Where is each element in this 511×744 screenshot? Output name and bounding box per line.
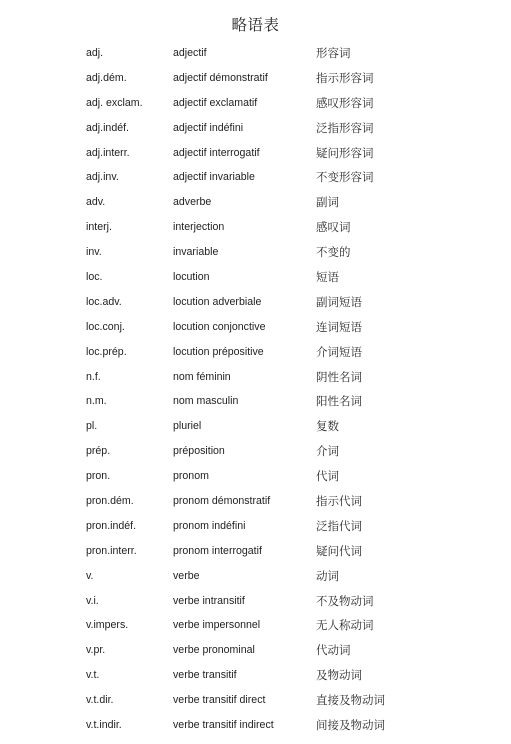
french-term-cell: locution adverbiale — [173, 295, 262, 308]
chinese-term-cell: 无人称动词 — [316, 618, 374, 633]
french-term-cell: verbe intransitif — [173, 594, 245, 607]
abbreviation-cell: pron. — [86, 470, 111, 483]
abbreviation-cell: v.t.dir. — [86, 694, 114, 707]
list-item — [0, 365, 511, 390]
abbreviation-cell: loc.prép. — [86, 345, 127, 358]
list-item — [0, 240, 511, 265]
chinese-term-cell: 阴性名词 — [316, 369, 362, 384]
french-term-cell: adjectif exclamatif — [173, 96, 258, 109]
list-item — [0, 464, 511, 489]
french-term-cell: locution prépositive — [173, 345, 264, 358]
list-item — [0, 713, 511, 738]
french-term-cell: verbe impersonnel — [173, 619, 261, 632]
abbreviation-cell: pron.interr. — [86, 544, 137, 557]
list-item — [0, 564, 511, 589]
list-item — [0, 290, 511, 315]
chinese-term-cell: 及物动词 — [316, 668, 362, 683]
french-term-cell: pluriel — [173, 420, 202, 433]
french-term-cell: verbe — [173, 569, 200, 582]
abbreviation-cell: v. — [86, 569, 94, 582]
abbreviation-cell: adj.indéf. — [86, 121, 129, 134]
french-term-cell: verbe transitif indirect — [173, 719, 274, 732]
list-item — [0, 66, 511, 91]
list-item — [0, 514, 511, 539]
list-item — [0, 688, 511, 713]
french-term-cell: préposition — [173, 445, 225, 458]
french-term-cell: invariable — [173, 246, 219, 259]
abbreviation-cell: prép. — [86, 445, 111, 458]
list-item — [0, 141, 511, 166]
chinese-term-cell: 副词短语 — [316, 294, 362, 309]
chinese-term-cell: 形容词 — [316, 46, 351, 60]
list-item — [0, 116, 511, 141]
chinese-term-cell: 直接及物动词 — [316, 693, 385, 708]
abbreviation-cell: pl. — [86, 420, 98, 433]
chinese-term-cell: 不变形容词 — [316, 170, 374, 185]
abbreviation-cell: loc. — [86, 271, 103, 284]
abbreviation-cell: adv. — [86, 196, 106, 209]
chinese-term-cell: 间接及物动词 — [316, 718, 385, 733]
chinese-term-cell: 感叹词 — [316, 220, 351, 235]
abbreviation-cell: n.f. — [86, 370, 101, 383]
french-term-cell: adjectif indéfini — [173, 121, 244, 134]
french-term-cell: adjectif interrogatif — [173, 146, 260, 159]
list-item — [0, 215, 511, 240]
abbreviation-cell: adj.interr. — [86, 146, 130, 159]
french-term-cell: adjectif — [173, 47, 207, 59]
abbreviation-cell: adj. — [86, 47, 104, 59]
chinese-term-cell: 连词短语 — [316, 319, 362, 334]
french-term-cell: verbe transitif — [173, 669, 237, 682]
chinese-term-cell: 指示形容词 — [316, 70, 374, 85]
abbreviation-cell: v.t.indir. — [86, 719, 122, 732]
page-title: 略语表 — [231, 16, 280, 34]
chinese-term-cell: 短语 — [316, 270, 339, 285]
french-term-cell: nom masculin — [173, 395, 239, 408]
chinese-term-cell: 不变的 — [316, 245, 351, 260]
abbreviation-cell: adj. exclam. — [86, 96, 143, 109]
french-term-cell: pronom interrogatif — [173, 544, 262, 557]
french-term-cell: pronom indéfini — [173, 519, 246, 532]
french-term-cell: verbe pronominal — [173, 644, 255, 657]
french-term-cell: adjectif invariable — [173, 171, 255, 184]
chinese-term-cell: 泛指形容词 — [316, 120, 374, 135]
chinese-term-cell: 疑问代词 — [316, 543, 362, 558]
abbreviation-cell: loc.adv. — [86, 295, 122, 308]
chinese-term-cell: 动词 — [316, 568, 339, 583]
abbreviation-list — [0, 41, 511, 738]
chinese-term-cell: 指示代词 — [316, 494, 362, 509]
french-term-cell: locution conjonctive — [173, 320, 266, 333]
abbreviation-cell: adj.dém. — [86, 71, 127, 84]
list-item — [0, 41, 511, 66]
abbreviation-cell: v.impers. — [86, 619, 129, 632]
chinese-term-cell: 感叹形容词 — [316, 95, 374, 110]
chinese-term-cell: 复数 — [316, 419, 339, 434]
french-term-cell: nom féminin — [173, 370, 231, 383]
list-item — [0, 315, 511, 340]
chinese-term-cell: 疑问形容词 — [316, 145, 374, 160]
chinese-term-cell: 代词 — [316, 469, 339, 484]
list-item — [0, 389, 511, 414]
abbreviation-cell: v.i. — [86, 594, 99, 607]
abbreviation-cell: loc.conj. — [86, 320, 125, 333]
list-item — [0, 190, 511, 215]
chinese-term-cell: 代动词 — [316, 643, 351, 658]
chinese-term-cell: 泛指代词 — [316, 518, 362, 533]
abbreviation-cell: v.pr. — [86, 644, 106, 657]
french-term-cell: pronom — [173, 470, 209, 483]
list-item — [0, 91, 511, 116]
french-term-cell: adjectif démonstratif — [173, 71, 268, 84]
abbreviation-cell: interj. — [86, 221, 112, 234]
abbreviation-cell: v.t. — [86, 669, 100, 682]
abbreviation-cell: adj.inv. — [86, 171, 119, 184]
list-item — [0, 489, 511, 514]
list-item — [0, 439, 511, 464]
french-term-cell: verbe transitif direct — [173, 694, 266, 707]
list-item — [0, 414, 511, 439]
abbreviation-cell: inv. — [86, 246, 102, 259]
chinese-term-cell: 介词短语 — [316, 344, 362, 359]
french-term-cell: locution — [173, 271, 210, 284]
abbreviation-cell: n.m. — [86, 395, 107, 408]
abbreviation-cell: pron.dém. — [86, 495, 134, 508]
abbreviation-cell: pron.indéf. — [86, 519, 137, 532]
french-term-cell: interjection — [173, 221, 225, 234]
list-item — [0, 589, 511, 614]
chinese-term-cell: 介词 — [316, 444, 339, 459]
list-item — [0, 340, 511, 365]
list-item — [0, 265, 511, 290]
french-term-cell: pronom démonstratif — [173, 495, 271, 508]
french-term-cell: adverbe — [173, 196, 212, 209]
list-item — [0, 638, 511, 663]
list-item — [0, 663, 511, 688]
chinese-term-cell: 不及物动词 — [316, 593, 374, 608]
list-item — [0, 165, 511, 190]
list-item — [0, 539, 511, 564]
chinese-term-cell: 阳性名词 — [316, 394, 362, 409]
chinese-term-cell: 副词 — [316, 195, 339, 210]
list-item — [0, 613, 511, 638]
